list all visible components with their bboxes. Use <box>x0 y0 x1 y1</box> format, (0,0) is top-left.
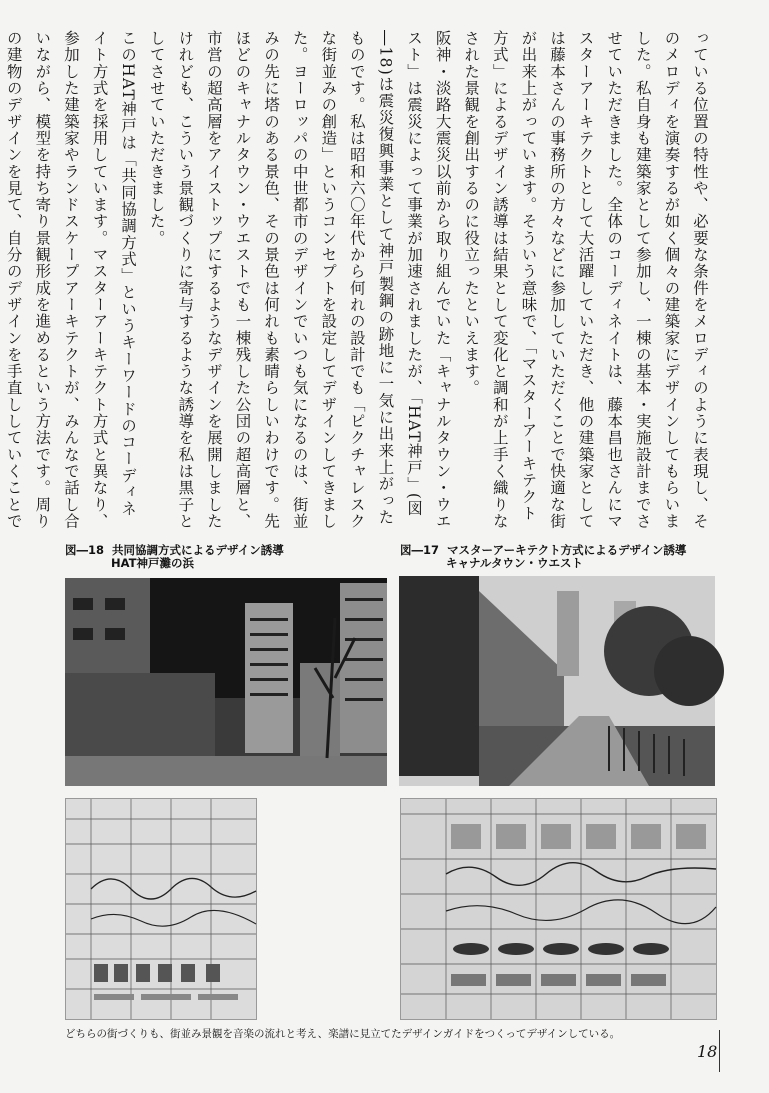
page-number-rule <box>719 1030 720 1072</box>
body-text <box>4 30 714 532</box>
figure-18-number: 図―18 <box>65 543 105 557</box>
paragraph-1: っている位置の特性や、必要な条件をメロディのように表現し、そのメロディを演奏するが如く個々の建築家にデザインしてもらいました。私自身も建築家として参加し、一棟の基本・実施設計までさせていただきました。全体のコーディネイトは、藤本昌也さんにマスターアーキテクトとして大活躍していただき、他の建築家としては藤本さんの事務所の方々などに参加していただくことで快適な街が出来上がっています。そういう意味で、「マスターアーキテクト方式」によるデザイン誘導は結果として変化と調和が上手く織りなされた景観を創出するのに役立ったといえます。 <box>462 30 709 530</box>
figure-18-subtitle: HAT神戸灘の浜 <box>111 556 194 570</box>
paragraph-3: このHAT神戸は「共同協調方式」というキーワードのコーディネイト方式を採用しています。マスターアーキテクト方式と異なり、参加した建築家やランドスケープアーキテクトが、みんなで話し合いながら、模型を持ち寄り景観形成を進めるという方法です。周りの建物のデザインを見て、自分のデザインを手直ししていくことで <box>4 30 138 530</box>
hat-kobe-design-guide <box>65 798 257 1020</box>
canal-town-west-design-guide <box>400 798 717 1020</box>
page-number: 18 <box>697 1042 718 1061</box>
hat-kobe-photo <box>65 578 387 786</box>
canal-town-west-photo <box>399 576 715 786</box>
figure-17-caption <box>400 544 686 570</box>
figure-17-subtitle: キャナルタウン・ウエスト <box>446 556 583 570</box>
figure-18-title: 共同協調方式によるデザイン誘導 <box>112 543 284 557</box>
figure-17-number: 図―17 <box>400 543 440 557</box>
bottom-caption: どちらの街づくりも、街並み景観を音楽の流れと考え、楽譜に見立てたデザインガイドをつくってデザインしている。 <box>65 1028 621 1040</box>
paragraph-2: 阪神・淡路大震災以前から取り組んでいた「キャナルタウン・ウエスト」は震災によって事業が加速されましたが、「HAT神戸」(図―18)は震災復興事業として神戸製鋼の跡地に一気に出来上がったものです。私は昭和六〇年代から何れの設計でも「ピクチャレスクな街並みの創造」というコンセプトを設定してデザインしてきました。ヨーロッパの中世都市のデザインでいつも気になるのは、街並みの先に塔のある景色、その景色は何れも素晴らしいわけです。先ほどのキャナルタウン・ウエストでも一棟残した公団の超高層と、市営の超高層をアイストップにするようなデザインを展開しましたけれども、こういう景観づくりに寄与するような誘導を私は黒子としてさせていただきました。 <box>147 30 452 530</box>
figure-17-title: マスターアーキテクト方式によるデザイン誘導 <box>447 543 687 557</box>
figure-18-caption <box>65 544 284 570</box>
